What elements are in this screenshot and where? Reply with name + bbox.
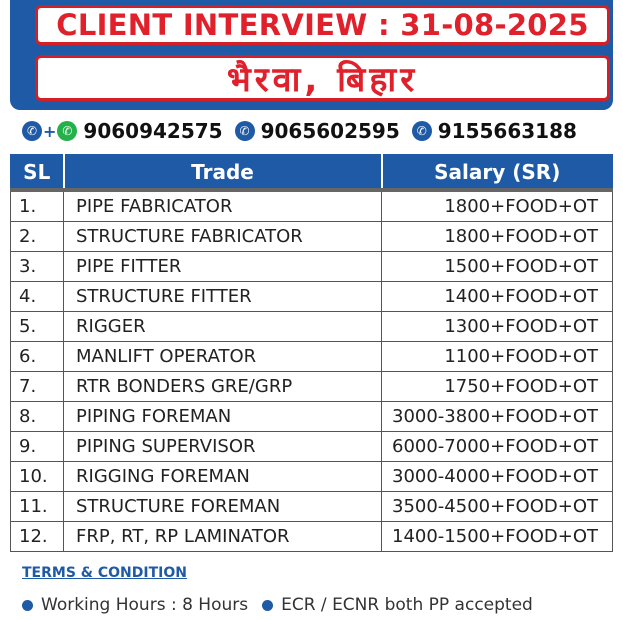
table-row bbox=[11, 312, 613, 342]
terms-heading: TERMS & CONDITION bbox=[22, 565, 187, 581]
contact-bar bbox=[22, 118, 589, 144]
phone-icon: ✆ bbox=[412, 121, 432, 141]
row-sl: 4. bbox=[11, 282, 64, 312]
table-row bbox=[11, 252, 613, 282]
row-trade: PIPE FITTER bbox=[64, 252, 382, 282]
row-trade: FRP, RT, RP LAMINATOR bbox=[64, 522, 382, 552]
row-sl: 2. bbox=[11, 222, 64, 252]
row-salary: 1400+FOOD+OT bbox=[382, 282, 613, 312]
row-salary: 3000-3800+FOOD+OT bbox=[382, 402, 613, 432]
column-header-trade: Trade bbox=[64, 155, 382, 191]
phone-icon: ✆ bbox=[235, 121, 255, 141]
terms-item-ecr: ECR / ECNR both PP accepted bbox=[281, 595, 533, 615]
row-sl: 7. bbox=[11, 372, 64, 402]
row-sl: 5. bbox=[11, 312, 64, 342]
phone-number-3[interactable]: 9155663188 bbox=[437, 119, 577, 143]
row-salary: 1750+FOOD+OT bbox=[382, 372, 613, 402]
row-salary: 1400-1500+FOOD+OT bbox=[382, 522, 613, 552]
row-sl: 1. bbox=[11, 190, 64, 222]
terms-list bbox=[22, 595, 533, 615]
table-row bbox=[11, 222, 613, 252]
location-box bbox=[35, 55, 610, 101]
trades-table bbox=[10, 154, 613, 552]
table-row bbox=[11, 492, 613, 522]
row-sl: 12. bbox=[11, 522, 64, 552]
row-sl: 6. bbox=[11, 342, 64, 372]
row-trade: RIGGING FOREMAN bbox=[64, 462, 382, 492]
table-row bbox=[11, 462, 613, 492]
row-sl: 9. bbox=[11, 432, 64, 462]
row-sl: 11. bbox=[11, 492, 64, 522]
row-sl: 3. bbox=[11, 252, 64, 282]
plus-sign: + bbox=[43, 121, 57, 141]
row-salary: 6000-7000+FOOD+OT bbox=[382, 432, 613, 462]
row-salary: 1500+FOOD+OT bbox=[382, 252, 613, 282]
table-row bbox=[11, 432, 613, 462]
row-trade: PIPING SUPERVISOR bbox=[64, 432, 382, 462]
phone-number-1[interactable]: 9060942575 bbox=[83, 119, 223, 143]
row-salary: 3500-4500+FOOD+OT bbox=[382, 492, 613, 522]
bullet-icon bbox=[22, 600, 33, 611]
table-row bbox=[11, 282, 613, 312]
header-banner bbox=[10, 0, 613, 110]
table-row bbox=[11, 372, 613, 402]
row-salary: 1800+FOOD+OT bbox=[382, 222, 613, 252]
table-row bbox=[11, 402, 613, 432]
row-salary: 1800+FOOD+OT bbox=[382, 190, 613, 222]
title-box bbox=[35, 5, 610, 45]
row-trade: RIGGER bbox=[64, 312, 382, 342]
row-sl: 8. bbox=[11, 402, 64, 432]
row-sl: 10. bbox=[11, 462, 64, 492]
phone-icon: ✆ bbox=[22, 121, 42, 141]
page-title: CLIENT INTERVIEW : 31-08-2025 bbox=[56, 8, 589, 42]
table-row bbox=[11, 522, 613, 552]
column-header-salary: Salary (SR) bbox=[382, 155, 613, 191]
row-trade: RTR BONDERS GRE/GRP bbox=[64, 372, 382, 402]
whatsapp-icon: ✆ bbox=[57, 121, 77, 141]
row-trade: PIPING FOREMAN bbox=[64, 402, 382, 432]
row-trade: STRUCTURE FOREMAN bbox=[64, 492, 382, 522]
bullet-icon bbox=[262, 600, 273, 611]
table-row bbox=[11, 190, 613, 222]
row-trade: STRUCTURE FITTER bbox=[64, 282, 382, 312]
table-header-row bbox=[11, 155, 613, 191]
phone-number-2[interactable]: 9065602595 bbox=[260, 119, 400, 143]
row-salary: 1100+FOOD+OT bbox=[382, 342, 613, 372]
row-trade: PIPE FABRICATOR bbox=[64, 190, 382, 222]
location-title: भैरवा, बिहार bbox=[226, 60, 419, 100]
row-trade: STRUCTURE FABRICATOR bbox=[64, 222, 382, 252]
terms-item-hours: Working Hours : 8 Hours bbox=[41, 595, 249, 615]
table-row bbox=[11, 342, 613, 372]
row-trade: MANLIFT OPERATOR bbox=[64, 342, 382, 372]
row-salary: 1300+FOOD+OT bbox=[382, 312, 613, 342]
column-header-sl: SL bbox=[11, 155, 64, 191]
row-salary: 3000-4000+FOOD+OT bbox=[382, 462, 613, 492]
